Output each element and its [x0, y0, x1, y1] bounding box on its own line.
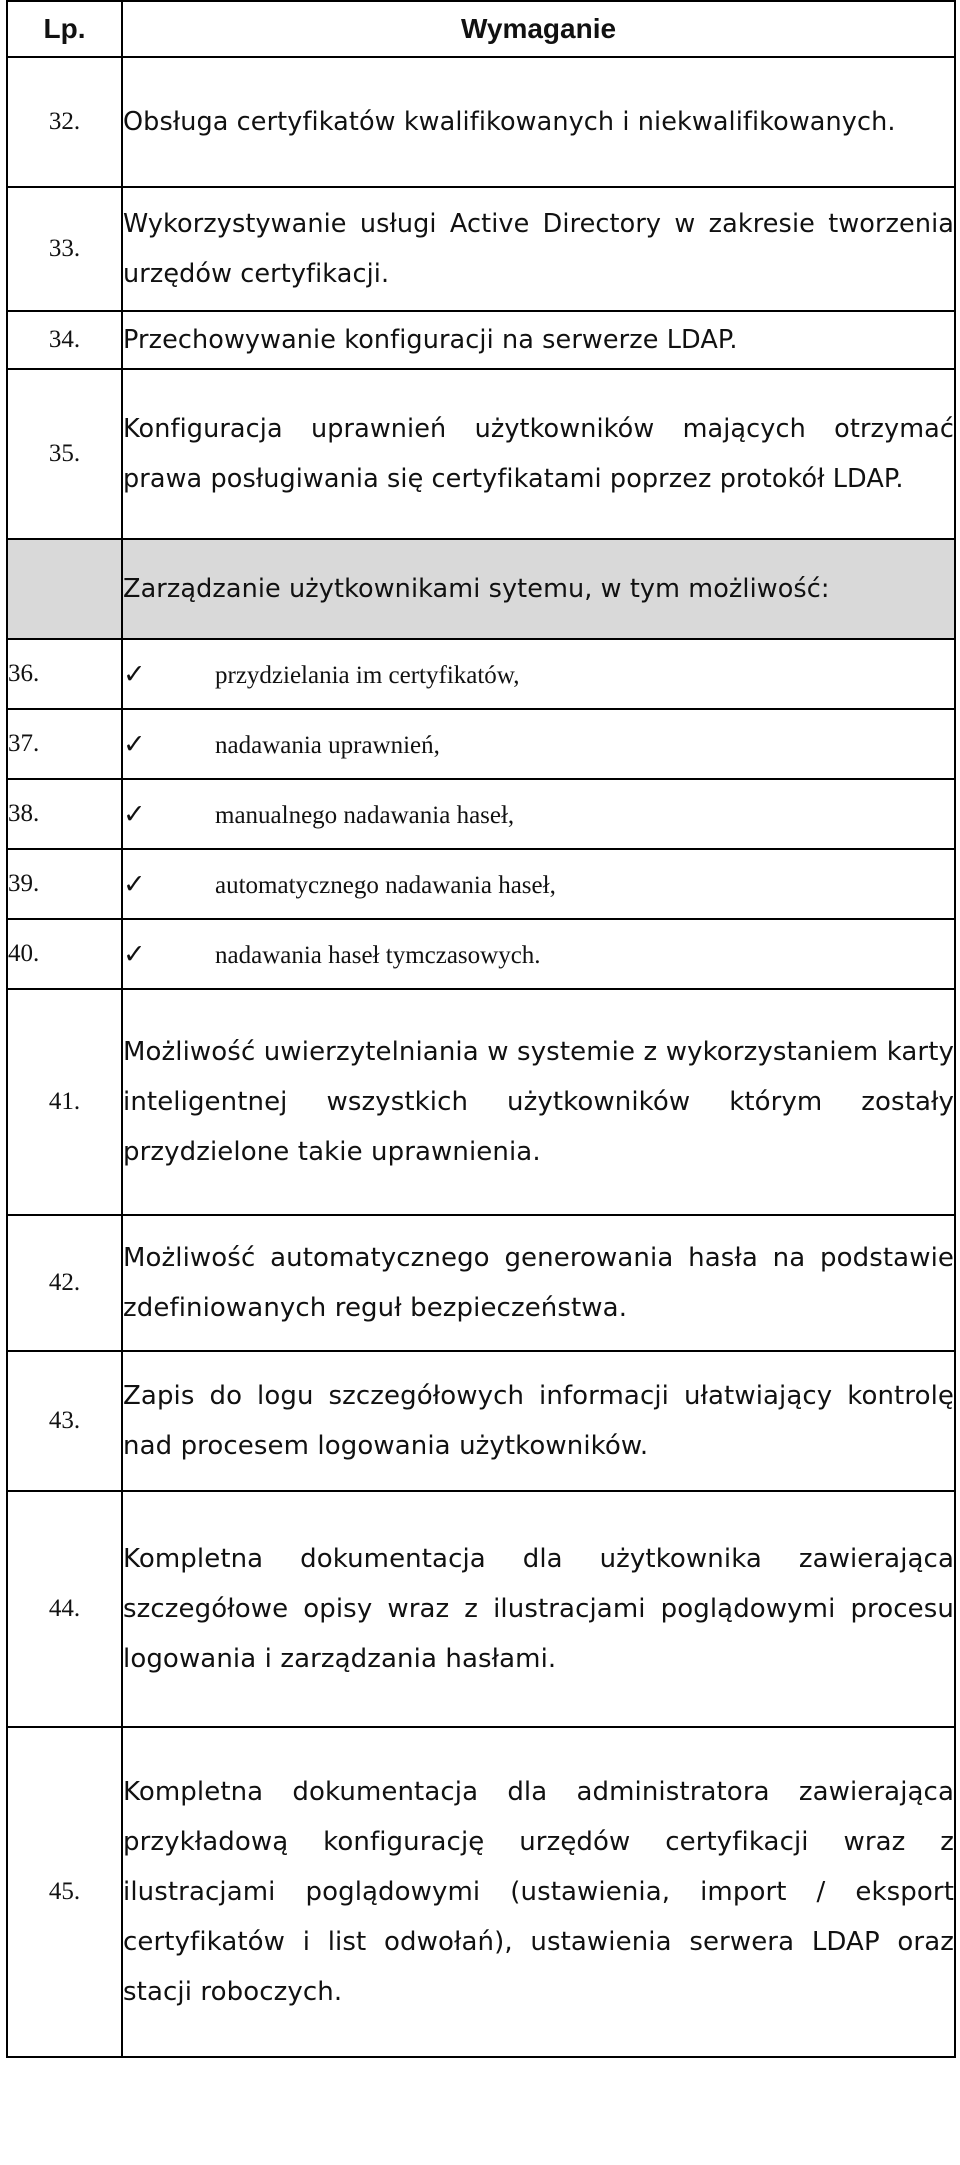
row-number: 34.: [7, 311, 122, 369]
table-row: [7, 1351, 955, 1491]
row-number: 36.: [7, 639, 122, 709]
row-number: 45.: [7, 1727, 122, 2057]
row-requirement: Konfiguracja uprawnień użytkowników mających otrzymać prawa posługiwania się certyfikatami poprzez protokół LDAP.: [122, 369, 955, 539]
checkmark-icon: ✓: [123, 658, 146, 689]
checklist-item-text: nadawania haseł tymczasowych.: [215, 941, 541, 969]
row-number: 35.: [7, 369, 122, 539]
checkmark-icon: ✓: [123, 798, 146, 829]
table-row: [7, 1215, 955, 1351]
row-requirement: Obsługa certyfikatów kwalifikowanych i niekwalifikowanych.: [122, 57, 955, 187]
row-requirement: Kompletna dokumentacja dla użytkownika zawierająca szczegółowe opisy wraz z ilustracjami poglądowymi procesu logowania i zarządzania hasłami.: [122, 1491, 955, 1727]
section-number-cell: [7, 539, 122, 639]
checklist-row: [7, 779, 955, 849]
checklist-row: [7, 709, 955, 779]
checklist-item-text: przydzielania im certyfikatów,: [215, 661, 520, 689]
row-number: 42.: [7, 1215, 122, 1351]
table-row: [7, 57, 955, 187]
row-number: 37.: [7, 709, 122, 779]
checklist-item-text: nadawania uprawnień,: [215, 731, 440, 759]
row-requirement: Przechowywanie konfiguracji na serwerze LDAP.: [122, 311, 955, 369]
row-requirement: Wykorzystywanie usługi Active Directory w zakresie tworzenia urzędów certyfikacji.: [122, 187, 955, 311]
checkmark-icon: ✓: [123, 728, 146, 759]
requirements-table: [6, 0, 956, 2058]
row-number: 44.: [7, 1491, 122, 1727]
header-row: [7, 1, 955, 57]
table-row: [7, 311, 955, 369]
section-heading: Zarządzanie użytkownikami sytemu, w tym możliwość:: [122, 539, 955, 639]
table-row: [7, 989, 955, 1215]
checklist-row: [7, 919, 955, 989]
checkmark-icon: ✓: [123, 938, 146, 969]
checklist-row: [7, 849, 955, 919]
row-number: 38.: [7, 779, 122, 849]
row-number: 32.: [7, 57, 122, 187]
section-row: [7, 539, 955, 639]
checklist-item: [122, 779, 955, 849]
row-number: 43.: [7, 1351, 122, 1491]
row-requirement: Kompletna dokumentacja dla administratora zawierająca przykładową konfigurację urzędów certyfikacji wraz z ilustracjami poglądowymi (ustawienia, import / eksport certyfikatów i list odwołań), ustawienia serwera LDAP oraz stacji roboczych.: [122, 1727, 955, 2057]
checklist-item-text: automatycznego nadawania haseł,: [215, 871, 556, 899]
table-row: [7, 1727, 955, 2057]
row-requirement: Możliwość uwierzytelniania w systemie z wykorzystaniem karty inteligentnej wszystkich użytkowników którym zostały przydzielone takie uprawnienia.: [122, 989, 955, 1215]
checklist-item: [122, 919, 955, 989]
row-number: 40.: [7, 919, 122, 989]
row-requirement: Możliwość automatycznego generowania hasła na podstawie zdefiniowanych reguł bezpieczeństwa.: [122, 1215, 955, 1351]
table-row: [7, 187, 955, 311]
header-lp: Lp.: [7, 1, 122, 57]
checklist-item-text: manualnego nadawania haseł,: [215, 801, 515, 829]
checklist-row: [7, 639, 955, 709]
row-number: 33.: [7, 187, 122, 311]
checkmark-icon: ✓: [123, 868, 146, 899]
row-requirement: Zapis do logu szczegółowych informacji ułatwiający kontrolę nad procesem logowania użytkowników.: [122, 1351, 955, 1491]
header-wymaganie: Wymaganie: [122, 1, 955, 57]
checklist-item: [122, 849, 955, 919]
checklist-item: [122, 639, 955, 709]
table-row: [7, 369, 955, 539]
checklist-item: [122, 709, 955, 779]
row-number: 39.: [7, 849, 122, 919]
row-number: 41.: [7, 989, 122, 1215]
table-row: [7, 1491, 955, 1727]
